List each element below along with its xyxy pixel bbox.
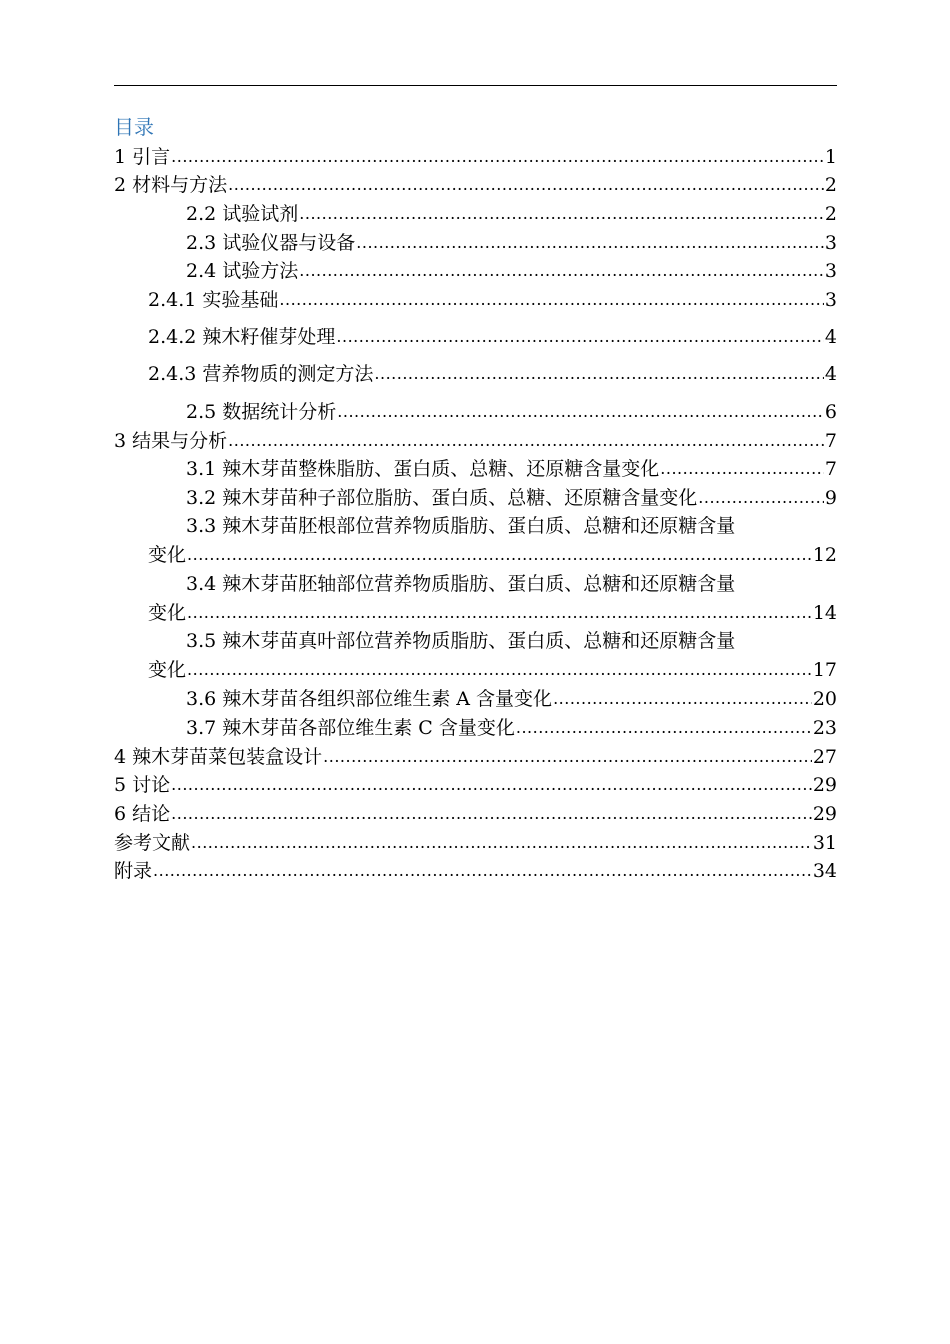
toc-entry-label: 5 讨论 — [114, 774, 171, 796]
toc-entry-label: 2.4.3 营养物质的测定方法 — [148, 363, 374, 385]
toc-entry-label: 附录 — [114, 860, 153, 882]
header-rule — [114, 85, 837, 86]
toc-entry-label: 4 辣木芽苗菜包装盒设计 — [114, 746, 323, 768]
dot-leader — [191, 830, 812, 856]
toc-entry-page: 3 — [824, 232, 837, 254]
dot-leader — [171, 144, 824, 170]
toc-entry-results[interactable] — [114, 428, 837, 454]
toc-entry-label: 3.1 辣木芽苗整株脂肪、蛋白质、总糖、还原糖含量变化 — [186, 458, 660, 480]
toc-entry-2-4[interactable] — [186, 258, 837, 284]
dot-leader — [516, 715, 812, 741]
toc-entry-label: 2.4.1 实验基础 — [148, 289, 279, 311]
toc-entry-page: 7 — [824, 430, 837, 452]
dot-leader — [228, 428, 824, 454]
dot-leader — [299, 201, 824, 227]
toc-entry-page: 27 — [812, 746, 837, 768]
toc-entry-2-5[interactable] — [186, 399, 837, 425]
dot-leader — [698, 485, 824, 511]
dot-leader — [279, 287, 824, 313]
toc-entry-3-5[interactable] — [148, 657, 837, 683]
toc-entry-label: 2 材料与方法 — [114, 174, 228, 196]
toc-entry-page: 14 — [812, 602, 837, 624]
toc-entry-2-4-3[interactable] — [148, 361, 837, 387]
dot-leader — [171, 801, 812, 827]
toc-entry-3-3-label[interactable]: 3.3 辣木芽苗胚根部位营养物质脂肪、蛋白质、总糖和还原糖含量 — [186, 515, 736, 537]
toc-entry-2-4-2[interactable] — [148, 324, 837, 350]
toc-entry-appendix[interactable] — [114, 858, 837, 884]
toc-entry-intro[interactable] — [114, 144, 837, 170]
toc-entry-page: 17 — [812, 659, 837, 681]
toc-entry-page: 12 — [812, 544, 837, 566]
dot-leader — [299, 258, 824, 284]
dot-leader — [187, 657, 812, 683]
dot-leader — [553, 686, 812, 712]
toc-entry-page: 6 — [824, 401, 837, 423]
dot-leader — [660, 456, 824, 482]
toc-entry-label: 3.6 辣木芽苗各组织部位维生素 A 含量变化 — [186, 688, 553, 710]
toc-entry-page: 31 — [812, 832, 837, 854]
toc-entry-2-3[interactable] — [186, 230, 837, 256]
toc-entry-label: 1 引言 — [114, 146, 171, 168]
toc-entry-2-2[interactable] — [186, 201, 837, 227]
dot-leader — [171, 772, 812, 798]
dot-leader — [153, 858, 812, 884]
toc-entry-label: 2.4 试验方法 — [186, 260, 299, 282]
dot-leader — [336, 324, 824, 350]
toc-entry-page: 1 — [824, 146, 837, 168]
toc-title: 目录 — [114, 115, 154, 139]
toc-entry-3-5-label[interactable]: 3.5 辣木芽苗真叶部位营养物质脂肪、蛋白质、总糖和还原糖含量 — [186, 630, 736, 652]
toc-entry-references[interactable] — [114, 830, 837, 856]
toc-entry-page: 2 — [824, 203, 837, 225]
toc-entry-page: 20 — [812, 688, 837, 710]
toc-entry-label: 3.2 辣木芽苗种子部位脂肪、蛋白质、总糖、还原糖含量变化 — [186, 487, 698, 509]
toc-entry-label-cont: 变化 — [148, 602, 187, 624]
toc-entry-3-3[interactable] — [148, 542, 837, 568]
toc-entry-3-4[interactable] — [148, 600, 837, 626]
toc-entry-label: 2.5 数据统计分析 — [186, 401, 337, 423]
toc-entry-discussion[interactable] — [114, 772, 837, 798]
toc-entry-label: 3.7 辣木芽苗各部位维生素 C 含量变化 — [186, 717, 515, 739]
toc-entry-page: 34 — [812, 860, 837, 882]
toc-entry-packaging[interactable] — [114, 744, 837, 770]
toc-entry-label: 参考文献 — [114, 832, 191, 854]
toc-entry-3-2[interactable] — [186, 485, 837, 511]
toc-entry-page: 9 — [824, 487, 837, 509]
toc-entry-conclusion[interactable] — [114, 801, 837, 827]
toc-entry-label-cont: 变化 — [148, 544, 187, 566]
toc-entry-3-6[interactable] — [186, 686, 837, 712]
toc-entry-3-1[interactable] — [186, 456, 837, 482]
toc-entry-label: 2.2 试验试剂 — [186, 203, 299, 225]
toc-entry-page: 2 — [824, 174, 837, 196]
toc-entry-page: 3 — [824, 289, 837, 311]
dot-leader — [187, 542, 812, 568]
dot-leader — [356, 230, 824, 256]
toc-entry-page: 4 — [824, 363, 837, 385]
toc-entry-3-7[interactable] — [186, 715, 837, 741]
toc-entry-page: 7 — [824, 458, 837, 480]
toc-entry-label-cont: 变化 — [148, 659, 187, 681]
dot-leader — [337, 399, 824, 425]
dot-leader — [323, 744, 812, 770]
toc-entry-2-4-1[interactable] — [148, 287, 837, 313]
toc-entry-3-4-label[interactable]: 3.4 辣木芽苗胚轴部位营养物质脂肪、蛋白质、总糖和还原糖含量 — [186, 573, 736, 595]
dot-leader — [187, 600, 812, 626]
dot-leader — [374, 361, 824, 387]
toc-entry-page: 23 — [812, 717, 837, 739]
toc-entry-label: 6 结论 — [114, 803, 171, 825]
toc-entry-label: 2.3 试验仪器与设备 — [186, 232, 356, 254]
toc-entry-materials[interactable] — [114, 172, 837, 198]
toc-entry-page: 3 — [824, 260, 837, 282]
toc-entry-page: 29 — [812, 774, 837, 796]
toc-entry-label: 3 结果与分析 — [114, 430, 228, 452]
toc-entry-page: 4 — [824, 326, 837, 348]
dot-leader — [228, 172, 824, 198]
toc-entry-label: 2.4.2 辣木籽催芽处理 — [148, 326, 336, 348]
toc-entry-page: 29 — [812, 803, 837, 825]
